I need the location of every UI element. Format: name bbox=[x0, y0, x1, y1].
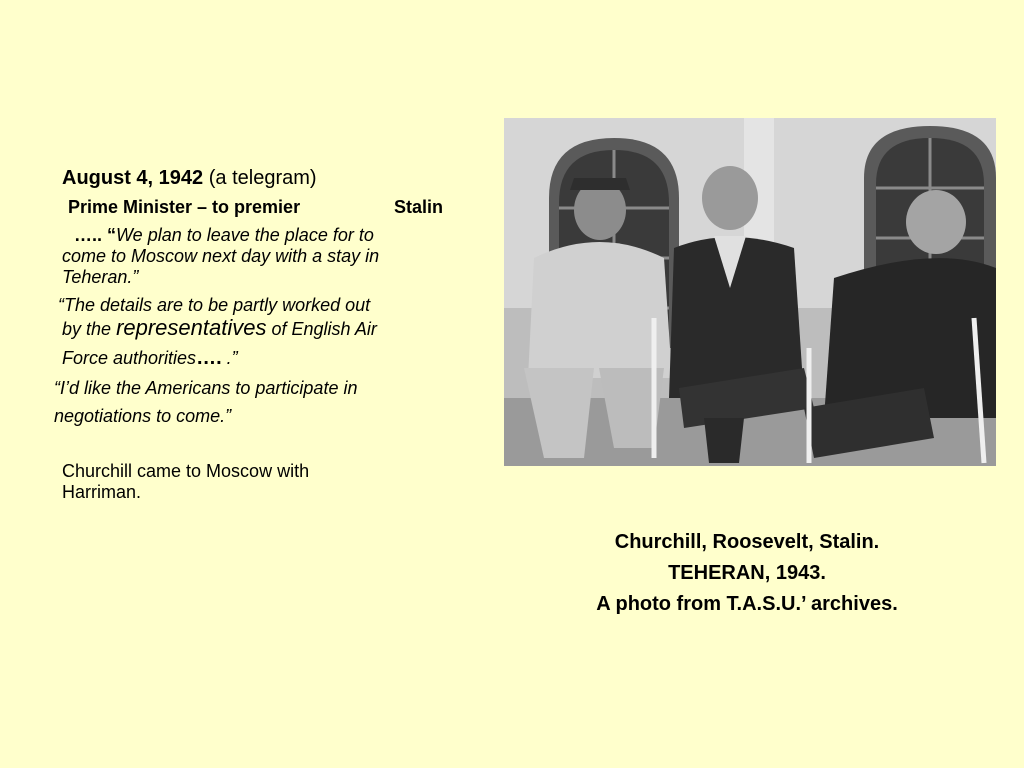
note-line1: Churchill came to Moscow with bbox=[62, 461, 310, 481]
telegram-date: August 4, 1942 bbox=[62, 167, 204, 189]
historical-photo bbox=[504, 118, 996, 466]
quote1-text1: We plan to leave the place for to bbox=[116, 225, 374, 245]
sender-text: Prime Minister – to premier bbox=[68, 197, 301, 217]
quote2-line2 bbox=[62, 315, 377, 340]
quote2-line3-dots: …. bbox=[196, 347, 222, 369]
quote1-line2: come to Moscow next day with a stay in bbox=[62, 246, 380, 266]
quote2-line3-pre: Force authorities bbox=[62, 348, 197, 368]
opening-dots: ….. “ bbox=[74, 225, 117, 245]
caption-line3: A photo from T.A.S.U.’ archives. bbox=[596, 593, 898, 615]
quote1-line3: Teheran.” bbox=[62, 267, 139, 287]
quote2-pre: by the bbox=[62, 319, 112, 339]
caption-line2: TEHERAN, 1943. bbox=[668, 562, 826, 584]
telegram-note: (a telegram) bbox=[208, 167, 317, 189]
photo-caption bbox=[520, 527, 974, 620]
quote2-line1: “The details are to be partly worked out bbox=[58, 295, 371, 315]
quote2-post: of English Air bbox=[271, 319, 377, 339]
quote1-line1 bbox=[74, 225, 374, 245]
sender-line bbox=[68, 197, 300, 218]
quote2-line3 bbox=[62, 348, 238, 368]
quote2-line3-post: .” bbox=[221, 348, 238, 368]
quote3-line2: negotiations to come.” bbox=[54, 406, 232, 426]
recipient: Stalin bbox=[394, 197, 444, 217]
quote3-line1: “I’d like the Americans to participate in bbox=[54, 378, 358, 398]
caption-line1: Churchill, Roosevelt, Stalin. bbox=[614, 531, 880, 553]
note-line2: Harriman. bbox=[62, 482, 142, 502]
telegram-heading bbox=[62, 167, 317, 190]
quote2-big-word: representatives bbox=[116, 315, 267, 340]
